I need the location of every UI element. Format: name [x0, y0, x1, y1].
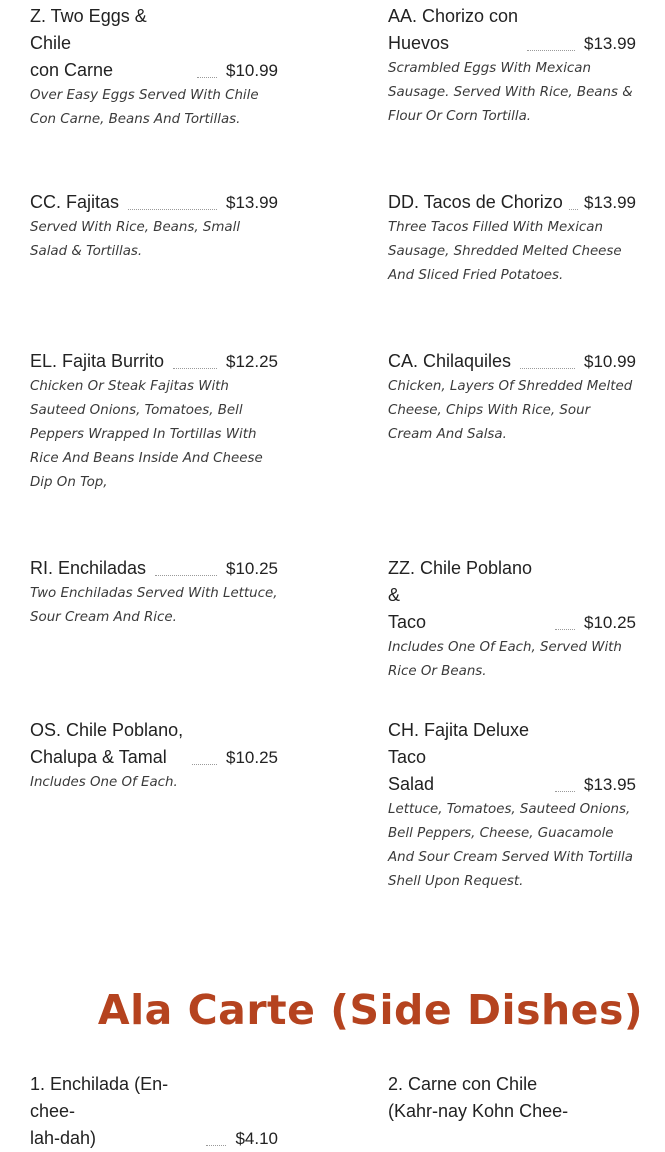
item-name: [388, 555, 546, 636]
item-header: [388, 3, 636, 57]
item-header: [388, 1071, 636, 1125]
dotted-leader: [197, 77, 217, 78]
item-header: [388, 717, 636, 798]
item-price: $13.99: [226, 193, 278, 212]
item-description: Three Tacos Filled With Mexican Sausage, Shredded Melted Cheese And Sliced Fried Potatoes.: [388, 220, 622, 283]
item-name: [30, 717, 183, 771]
item-price: $10.25: [226, 559, 278, 578]
item-price: $10.99: [226, 61, 278, 80]
item-header: [30, 717, 278, 771]
item-description: Includes One Of Each, Served With Rice Or Beans.: [388, 640, 622, 679]
dotted-leader: [206, 1145, 226, 1146]
item-price: $12.25: [226, 352, 278, 371]
item-description: Chicken Or Steak Fajitas With Sauteed Onions, Tomatoes, Bell Peppers Wrapped In Tortillas With Rice And Beans Inside And Cheese Dip On Top,: [30, 379, 263, 490]
dotted-leader: [173, 368, 217, 369]
item-name: [388, 717, 546, 798]
item-header: [388, 348, 636, 375]
item-description: Scrambled Eggs With Mexican Sausage. Served With Rice, Beans & Flour Or Corn Tortilla.: [388, 61, 633, 124]
dotted-leader: [555, 629, 575, 630]
item-name-line: lah-dah): [30, 1128, 97, 1148]
dotted-leader: [128, 209, 217, 210]
item-description: Over Easy Eggs Served With Chile Con Carne, Beans And Tortillas.: [30, 88, 259, 127]
item-price: $4.10: [235, 1129, 278, 1148]
item-name: [30, 3, 188, 84]
item-header: [30, 1071, 278, 1152]
menu-item: [388, 189, 636, 288]
dotted-leader: [155, 575, 217, 576]
item-name-line: Huevos: [388, 33, 450, 53]
dotted-leader: [192, 764, 217, 765]
dotted-leader: [569, 209, 578, 210]
item-name-line: ZZ. Chile Poblano &: [388, 558, 533, 605]
section-title: Ala Carte (Side Dishes): [97, 986, 644, 1034]
item-price: $13.95: [584, 775, 636, 794]
item-name: EL. Fajita Burrito: [30, 351, 165, 371]
item-description: Lettuce, Tomatoes, Sauteed Onions, Bell Peppers, Cheese, Guacamole And Sour Cream Served With Tortilla Shell Upon Request.: [388, 802, 633, 889]
item-description: Served With Rice, Beans, Small Salad & Tortillas.: [30, 220, 241, 259]
item-name-line: Taco: [388, 612, 427, 632]
side-dish-item: [30, 1071, 278, 1152]
item-name-line: 2. Carne con Chile: [388, 1074, 538, 1094]
item-name: RI. Enchiladas: [30, 558, 147, 578]
item-description: Includes One Of Each.: [30, 775, 178, 790]
dotted-leader: [520, 368, 575, 369]
item-name: [388, 1071, 568, 1125]
item-name: [30, 1071, 197, 1152]
item-name: CC. Fajitas: [30, 192, 120, 212]
menu-item: [388, 717, 636, 894]
item-name: [388, 3, 518, 57]
menu-item: [30, 189, 278, 264]
item-name-line: AA. Chorizo con: [388, 6, 519, 26]
item-header: [30, 555, 278, 582]
dotted-leader: [555, 791, 575, 792]
item-header: [30, 348, 278, 375]
menu-item: [388, 348, 636, 447]
item-name-line: Chalupa & Tamal: [30, 747, 167, 767]
item-price: $13.99: [584, 34, 636, 53]
item-description: Two Enchiladas Served With Lettuce, Sour Cream And Rice.: [30, 586, 278, 625]
item-price: $10.25: [584, 613, 636, 632]
item-name-line: (Kahr-nay Kohn Chee-: [388, 1101, 569, 1121]
item-price: $13.99: [584, 193, 636, 212]
menu-item: [30, 3, 278, 132]
menu-item: [388, 3, 636, 129]
item-description: Chicken, Layers Of Shredded Melted Cheese, Chips With Rice, Sour Cream And Salsa.: [388, 379, 633, 442]
menu-item: [30, 555, 278, 630]
item-name-line: 1. Enchilada (En-chee-: [30, 1074, 169, 1121]
item-price: $10.25: [226, 748, 278, 767]
item-name-line: Z. Two Eggs & Chile: [30, 6, 147, 53]
menu-item: [30, 717, 278, 795]
item-price: $10.99: [584, 352, 636, 371]
item-header: [388, 555, 636, 636]
item-name-line: OS. Chile Poblano,: [30, 720, 184, 740]
item-name-line: Salad: [388, 774, 435, 794]
item-name-line: CH. Fajita Deluxe Taco: [388, 720, 530, 767]
menu-item: [388, 555, 636, 684]
dotted-leader: [527, 50, 575, 51]
item-header: [30, 189, 278, 216]
item-name-line: con Carne: [30, 60, 114, 80]
menu-item: [30, 348, 278, 495]
side-dish-item: [388, 1071, 636, 1125]
item-header: [388, 189, 636, 216]
item-header: [30, 3, 278, 84]
item-name: CA. Chilaquiles: [388, 351, 512, 371]
item-name: DD. Tacos de Chorizo: [388, 192, 563, 212]
